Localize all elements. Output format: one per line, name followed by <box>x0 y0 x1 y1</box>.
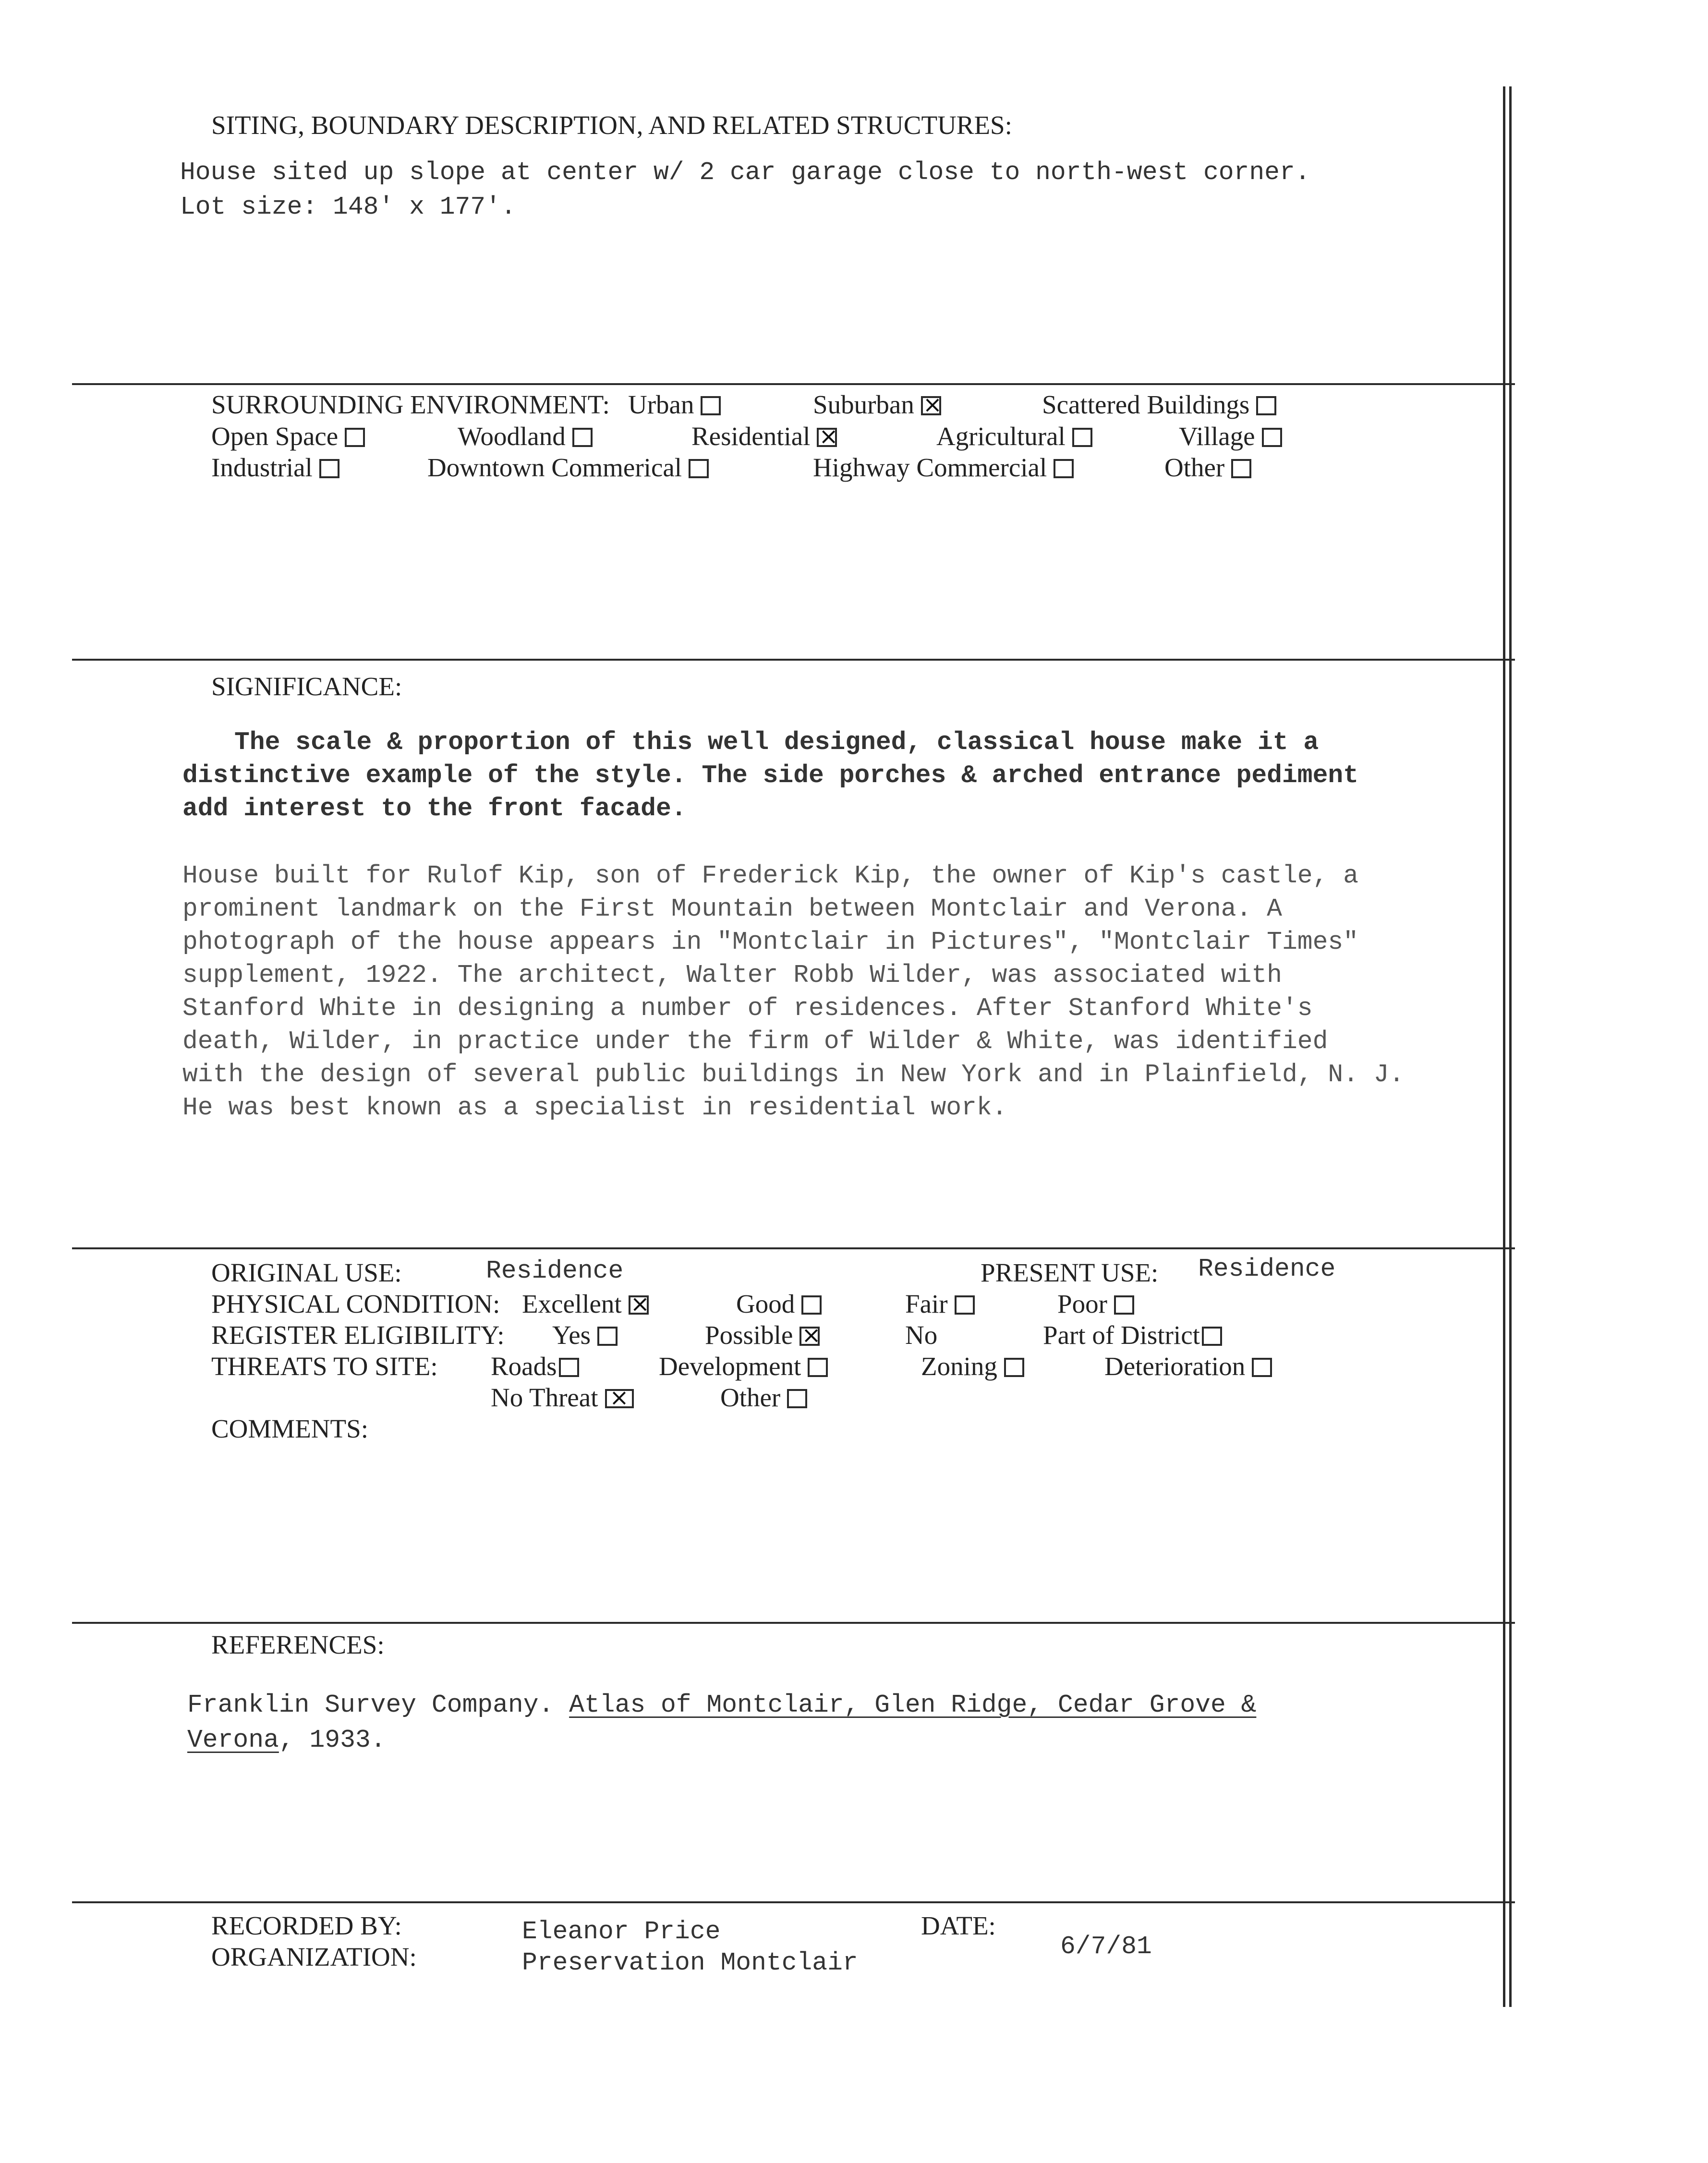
threat-other: Other <box>720 1382 807 1414</box>
original-use-value: Residence <box>486 1257 624 1285</box>
reference-title: Atlas of Montclair, Glen Ridge, Cedar Grove & <box>569 1691 1257 1719</box>
section-divider <box>72 1247 1515 1249</box>
threat-deterioration: Deterioration <box>1104 1351 1272 1382</box>
condition-good: Good <box>736 1288 822 1320</box>
reference-entry-line-1: Franklin Survey Company. Atlas of Montclair, Glen Ridge, Cedar Grove & <box>187 1691 1257 1719</box>
siting-heading: SITING, BOUNDARY DESCRIPTION, AND RELATED STRUCTURES: <box>211 110 1012 140</box>
env-agricultural-checkbox[interactable] <box>1072 428 1092 447</box>
threat-zoning: Zoning <box>921 1351 1024 1382</box>
present-use-label: PRESENT USE: <box>981 1258 1159 1287</box>
env-urban-checkbox[interactable] <box>701 396 721 415</box>
condition-fair-checkbox[interactable] <box>955 1295 975 1315</box>
eligibility-yes-checkbox[interactable] <box>597 1327 618 1346</box>
organization-value: Preservation Montclair <box>522 1948 858 1977</box>
env-open-space: Open Space <box>211 421 365 452</box>
env-suburban: Suburban× <box>813 389 941 421</box>
significance-heading: SIGNIFICANCE: <box>211 672 402 701</box>
env-suburban-checkbox[interactable] <box>921 396 941 415</box>
env-industrial-checkbox[interactable] <box>319 459 339 478</box>
env-residential: Residential× <box>691 421 837 452</box>
env-downtown-commercial-checkbox[interactable] <box>689 459 709 478</box>
env-agricultural: Agricultural <box>936 421 1092 452</box>
date-label: DATE: <box>921 1911 996 1940</box>
recorded-by-label: RECORDED BY: <box>211 1911 402 1940</box>
env-scattered-buildings-checkbox[interactable] <box>1256 396 1276 415</box>
condition-excellent-checkbox[interactable] <box>629 1295 649 1315</box>
env-residential-checkbox[interactable] <box>817 428 837 447</box>
recorded-by-value: Eleanor Price <box>522 1917 721 1946</box>
section-divider <box>72 659 1515 661</box>
right-margin-rule-inner <box>1509 86 1512 2007</box>
eligibility-part-of-district-checkbox[interactable] <box>1202 1327 1222 1346</box>
section-divider <box>72 1901 1515 1903</box>
threat-deterioration-checkbox[interactable] <box>1252 1358 1272 1377</box>
significance-summary: The scale & proportion of this well designed, classical house make it a distinctive example of the style. The side porches & arched entrance pediment add interest to the front facade. <box>182 728 1358 823</box>
section-divider <box>72 1622 1515 1624</box>
env-village: Village <box>1179 421 1282 452</box>
threat-roads: Roads <box>491 1351 579 1382</box>
eligibility-possible: Possible× <box>705 1319 820 1351</box>
env-highway-commercial: Highway Commercial <box>813 452 1074 483</box>
env-village-checkbox[interactable] <box>1262 428 1282 447</box>
threat-zoning-checkbox[interactable] <box>1004 1358 1024 1377</box>
condition-poor: Poor <box>1057 1288 1134 1320</box>
condition-good-checkbox[interactable] <box>801 1295 822 1315</box>
env-woodland: Woodland <box>458 421 593 452</box>
condition-label: PHYSICAL CONDITION: <box>211 1289 500 1318</box>
condition-poor-checkbox[interactable] <box>1114 1295 1134 1315</box>
threat-roads-checkbox[interactable] <box>559 1358 579 1377</box>
comments-label: COMMENTS: <box>211 1414 368 1443</box>
env-other: Other <box>1164 452 1251 483</box>
organization-label: ORGANIZATION: <box>211 1942 417 1971</box>
env-urban: Urban <box>628 389 721 421</box>
condition-fair: Fair <box>905 1288 975 1320</box>
eligibility-label: REGISTER ELIGIBILITY: <box>211 1320 505 1350</box>
siting-line-1: House sited up slope at center w/ 2 car garage close to north-west corner. <box>180 158 1310 187</box>
env-downtown-commercial: Downtown Commerical <box>427 452 709 483</box>
env-industrial: Industrial <box>211 452 339 483</box>
env-open-space-checkbox[interactable] <box>345 428 365 447</box>
siting-line-2: Lot size: 148' x 177'. <box>180 193 516 221</box>
env-highway-commercial-checkbox[interactable] <box>1054 459 1074 478</box>
threat-no-threat-checkbox[interactable] <box>605 1389 634 1408</box>
eligibility-possible-checkbox[interactable] <box>799 1327 820 1346</box>
date-value: 6/7/81 <box>1060 1932 1152 1961</box>
reference-entry-line-2: Verona, 1933. <box>187 1726 386 1754</box>
threat-other-checkbox[interactable] <box>787 1389 807 1408</box>
eligibility-yes: Yes <box>552 1319 618 1351</box>
threats-label: THREATS TO SITE: <box>211 1352 438 1381</box>
right-margin-rule <box>1503 86 1505 2007</box>
eligibility-part-of-district: Part of District <box>1043 1319 1222 1351</box>
threat-no-threat: No Threat× <box>491 1382 634 1414</box>
original-use-label: ORIGINAL USE: <box>211 1258 402 1287</box>
condition-excellent: Excellent× <box>522 1288 649 1320</box>
references-heading: REFERENCES: <box>211 1630 385 1659</box>
significance-history: House built for Rulof Kip, son of Frederick Kip, the owner of Kip's castle, a prominent landmark on the First Mountain between Montclair and Verona. A photograph of the house appears in "Montclair in Pictures", "Montclair Times" supplement, 1922. The architect, Walter Robb Wilder, was associated with Stanford White in designing a number of residences. After Stanford White's death, Wilder, in practice under the firm of Wilder & White, was identified with the design of several public buildings in New York and in Plainfield, N. J. He was best known as a specialist in residential work. <box>182 861 1405 1122</box>
threat-development-checkbox[interactable] <box>808 1358 828 1377</box>
env-scattered-buildings: Scattered Buildings <box>1042 389 1276 421</box>
eligibility-no: No <box>905 1320 938 1350</box>
env-other-checkbox[interactable] <box>1231 459 1251 478</box>
threat-development: Development <box>659 1351 828 1382</box>
section-divider <box>72 383 1515 385</box>
reference-title-cont: Verona <box>187 1726 279 1754</box>
env-woodland-checkbox[interactable] <box>572 428 593 447</box>
present-use-value: Residence <box>1198 1255 1336 1283</box>
environment-heading: SURROUNDING ENVIRONMENT: <box>211 390 610 419</box>
